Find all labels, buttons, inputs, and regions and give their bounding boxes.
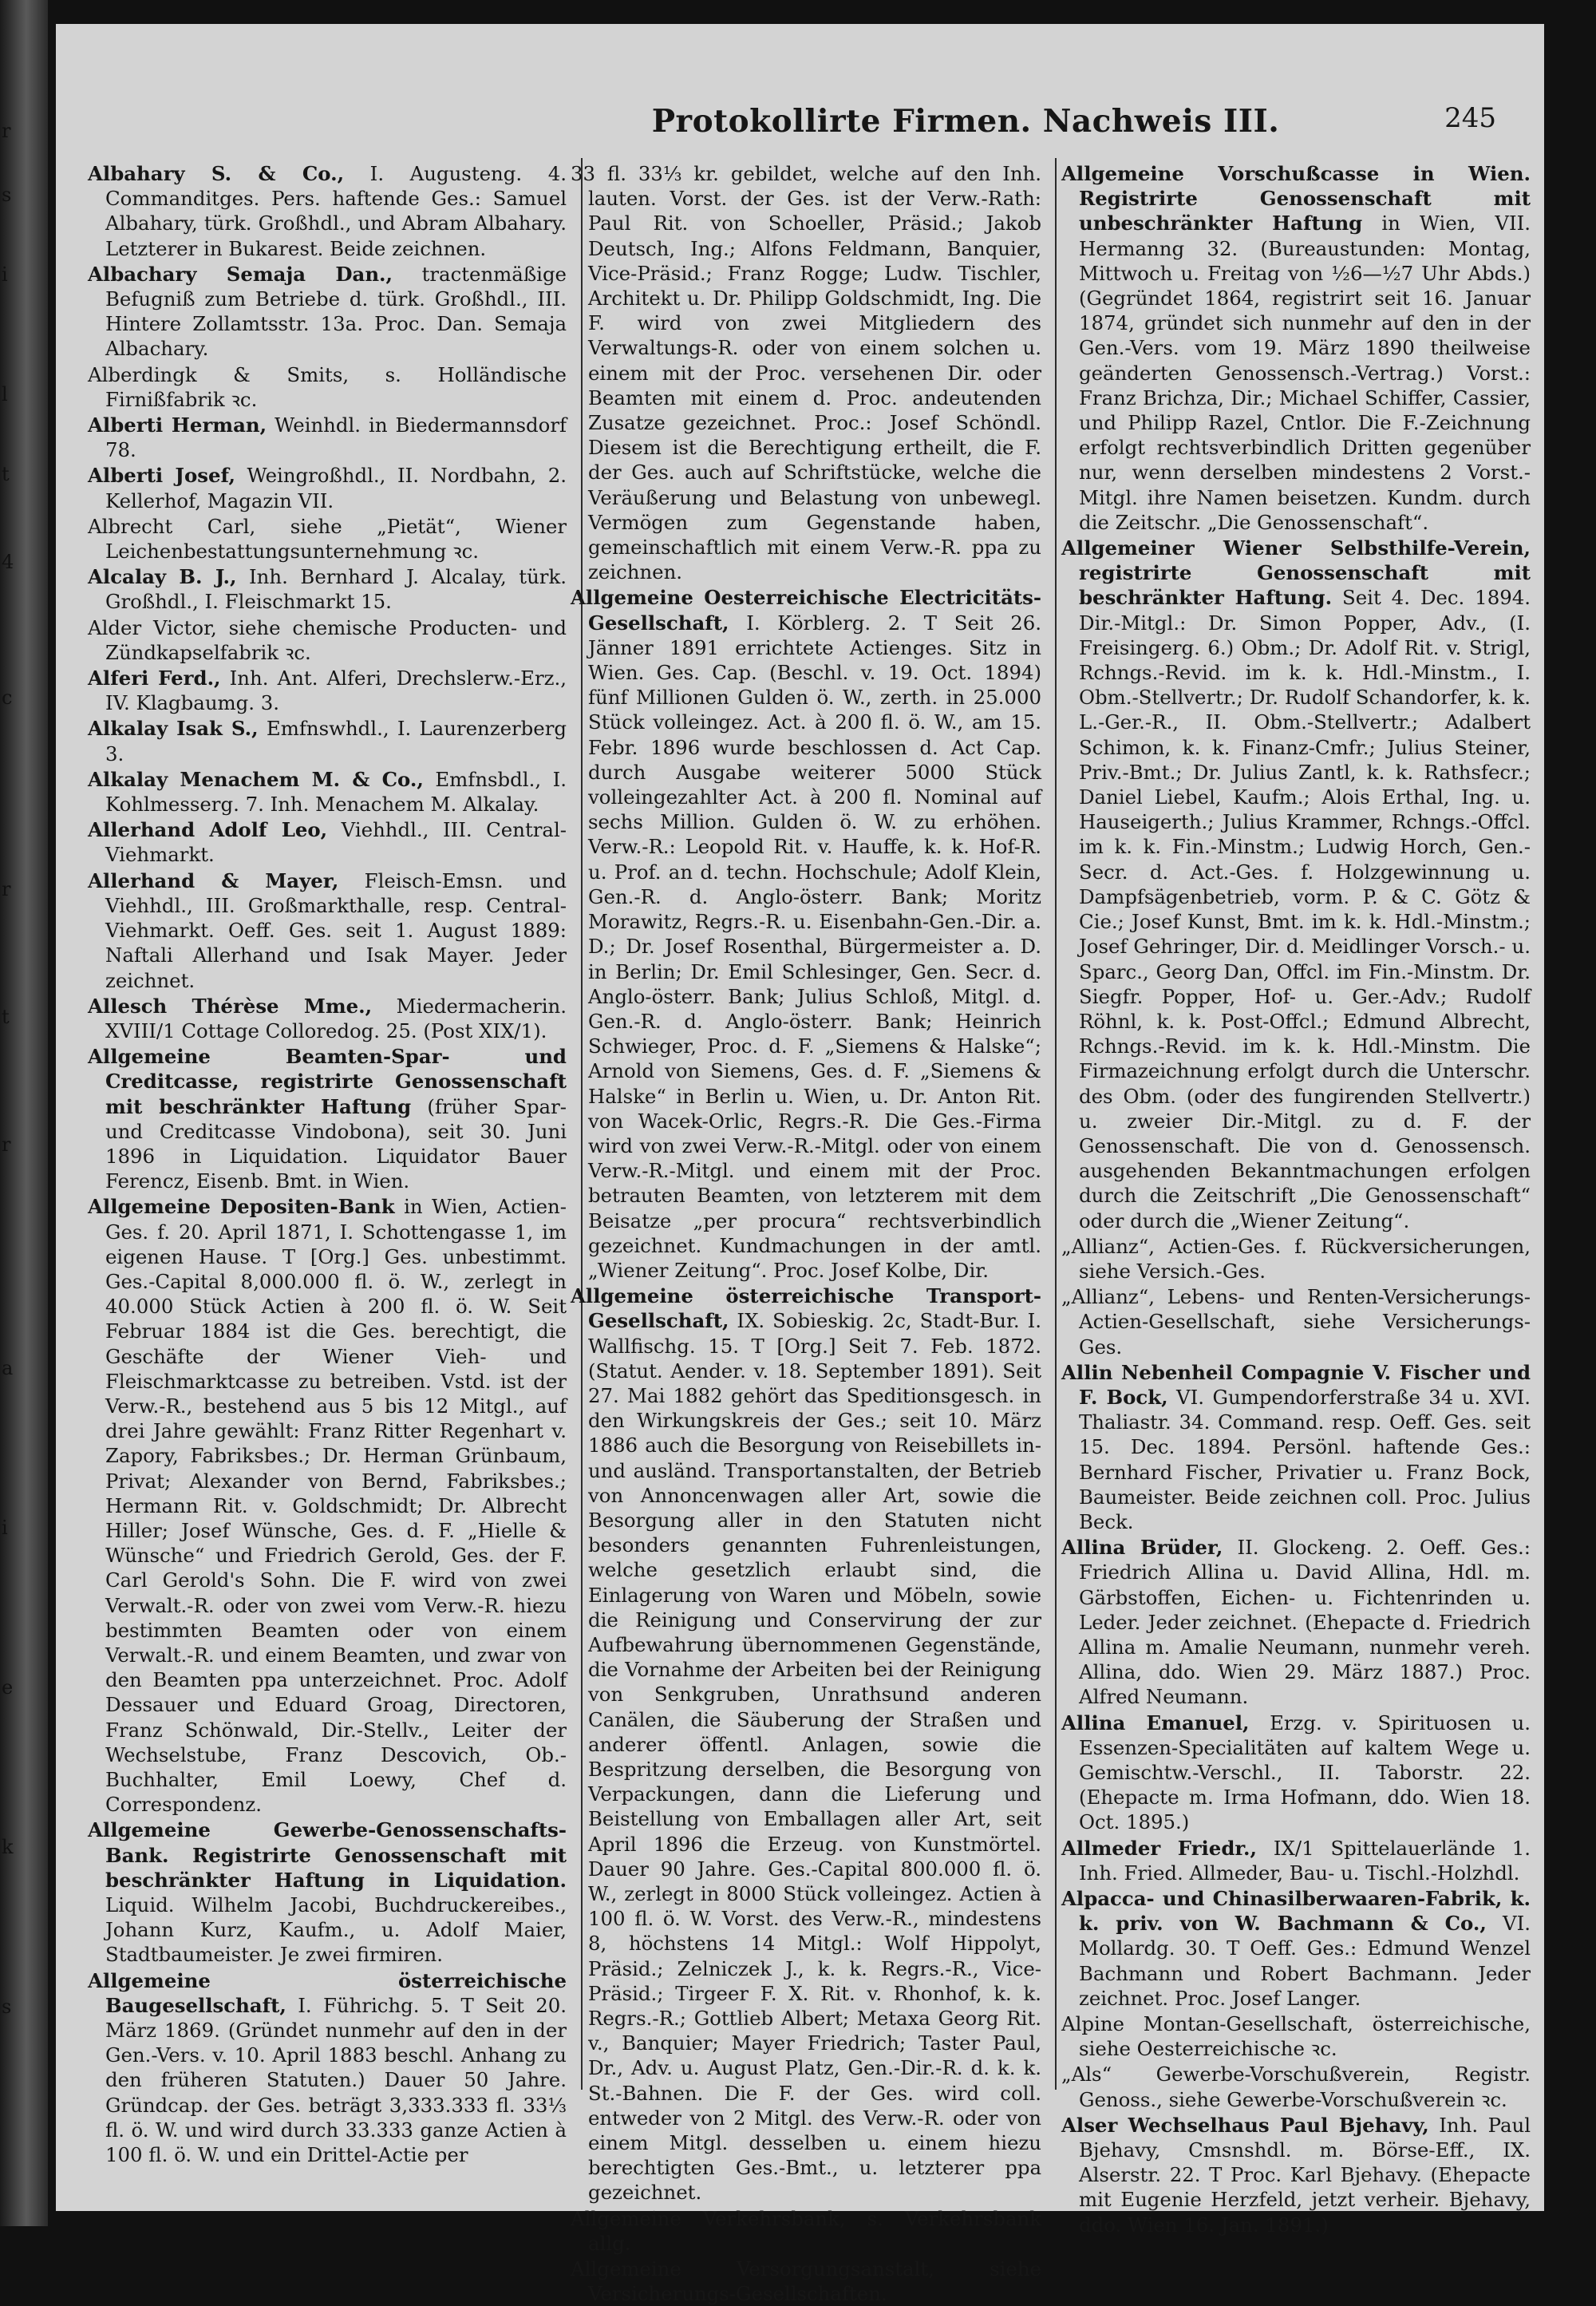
entry-details: Inh. Paul Bjehavy, Cmsnshdl. m. Börse-Eff., IX. Alserstr. 22. T Proc. Karl Bjehavy. (Ehepacte mit Eugenie Herzfeld, jetzt verheir. Bjehavy, ddo. Wien 16. Jan. 1891.) [1079,2113,1531,2237]
entry-details: Erzg. v. Spirituosen u. Essenzen-Specialitäten auf kaltem Wege u. Gemischtw.-Verschl., II. Taborstr. 22. (Ehepacte m. Irma Hofmann, ddo. Wien 18. Oct. 1895.) [1079,1711,1531,1834]
entry-details: Alpine Montan-Gesellschaft, österreichische, siehe Oesterreichische ꝛc. [1061,2012,1531,2061]
directory-entry [1061,1234,1531,1284]
entry-firm-name: Allin Nebenheil Compagnie V. Fischer und F. Bock, [1061,1360,1531,1409]
edge-fragment: e [2,1676,14,1699]
directory-entry [571,1284,1041,2205]
entry-details: „Allianz“, Actien-Ges. f. Rückversicherungen, siehe Versich.-Ges. [1061,1234,1531,1283]
directory-entry [88,666,567,715]
entry-details: Albrecht Carl, siehe „Pietät“, Wiener Leichenbestattungsunternehmung ꝛc. [88,514,567,564]
entry-firm-name: Alkalay Menachem M. & Co., [88,767,424,791]
entry-firm-name: Allina Brüder, [1061,1536,1223,1560]
entry-details: Weingroßhdl., II. Nordbahn, 2. Kellerhof, Magazin VII. [105,464,567,512]
entry-details: „Als“ Gewerbe-Vorschußverein, Registr. Genoss., siehe Gewerbe-Vorschußverein ꝛc. [1061,2063,1531,2111]
entry-firm-name: Alberti Herman, [88,413,267,437]
entry-details: I. Führichg. 5. T Seit 20. März 1869. (Gründet nunmehr auf den in der Gen.-Vers. v. 10. April 1883 beschl. Anhang zu den früheren Statuten.) Dauer 50 Jahre. Gründcap. der Ges. beträgt 3,333.333 fl. 33⅓ fl. ö. W. und wird durch 33.333 ganze Actien à 100 fl. ö. W. und ein Drittel-Actie per [105,1993,567,2167]
directory-entry [88,514,567,564]
entry-details: Fleisch-Emsn. und Viehhdl., III. Großmarkthalle, resp. Central-Viehmarkt. Oeff. Ges. seit 1. August 1889: Naftali Allerhand und Isak Mayer. Jeder zeichnet. [105,868,567,992]
entry-firm-name: Allmeder Friedr., [1061,1836,1257,1860]
entry-details: 33 fl. 33⅓ kr. gebildet, welche auf den Inh. lauten. Vorst. der Ges. ist der Verw.-Rath: Paul Rit. von Schoeller, Präsid.; Jakob Deutsch, Ing.; Alfons Feldmann, Banquier, Vice-Präsid.; Franz Rogge; Ludw. Tischler, Architekt u. Dr. Philipp Goldschmidt, Ing. Die F. wird von zwei Mitgliedern des Verwaltungs-R. oder von einem solchen u. einem mit der Proc. versehenen Dir. oder Beamten mit einem d. Proc. andeutenden Zusatze gezeichnet. Proc.: Josef Schöndl. Diesem ist die Berechtigung ertheilt, die F. der Ges. auch auf Schriftstücke, welche die Veräußerung und Belastung von unbewegl. Vermögen zum Gegenstande haben, gemeinschaftlich mit einem Verw.-R. ppa zu zeichnen. [571,162,1041,584]
entry-firm-name: Allgemeine österreichische Transport-Gesellschaft, [571,1284,1041,1333]
entry-details: in Wien, VII. Hermanng 32. (Bureaustunden: Montag, Mittwoch u. Freitag von ½6—½7 Uhr Abds.) (Gegründet 1864, registrirt seit 16. Januar 1874, gründet sich nunmehr auf den in der Gen.-Vers. vom 19. März 1890 theilweise geänderten Genossensch.-Vertrag.) Vorst.: Franz Brichza, Dir.; Michael Schiffer, Cassier, und Philipp Razel, Cntlor. Die F.-Zeichnung erfolgt rechtsverbindlich Dritten gegenüber nur, wenn derselben mindestens 2 Vorst.-Mitgl. ihre Namen beisetzen. Kundm. durch die Zeitschr. „Die Genossenschaft“. [1079,212,1531,534]
directory-entry [1061,2011,1531,2061]
entry-firm-name: Alser Wechselhaus Paul Bjehavy, [1061,2113,1429,2137]
entry-details: Liquid. Wilhelm Jacobi, Buchdruckereibes., Johann Kurz, Kaufm., u. Adolf Maier, Stadtbaumeister. Je zwei firmiren. [105,1893,567,1967]
edge-fragment: c [2,686,13,709]
directory-entry [88,817,567,867]
entry-firm-name: Alkalay Isak S., [88,717,259,741]
entry-details: Allgemeine Versorgungsanstalt, siehe Versicherungs-Gesellschaften. [571,2257,1041,2306]
entry-firm-name: Allerhand & Mayer, [88,868,339,892]
directory-entry [571,585,1041,1283]
edge-fragment: t [2,1006,10,1028]
entry-firm-name: Allgemeine österreichische Baugesellschaft, [88,1968,567,2017]
directory-entry [1061,1711,1531,1835]
entry-details: Seit 4. Dec. 1894. Dir.-Mitgl.: Dr. Simon Popper, Adv., (I. Freisingerg. 6.) Obm.; Dr. Adolf Rit. v. Strigl, Rchngs.-Revid. im k. k. Hdl.-Minstm., I. Obm.-Stellvertr.; Dr. Rudolf Schandorfer, k. k. L.-Ger.-R., II. Obm.-Stellvertr.; Adalbert Schimon, k. k. Finanz-Cmfr.; Julius Steiner, Priv.-Bmt.; Dr. Julius Zantl, k. k. Rathsfecr.; Daniel Liebel, Kaufm.; Alois Erthal, Ing. u. Hauseigerth.; Julius Krammer, Rchngs.-Offcl. im k. k. Fin.-Minstm.; Ludwig Horch, Gen.-Secr. d. Act.-Ges. f. Holzgewinnung u. Dampfsägenbetrieb, vorm. P. & C. Götz & Cie.; Josef Kunst, Bmt. im k. k. Hdl.-Minstm.; Josef Gehringer, Dir. d. Meidlinger Vorsch.- u. Sparc., Georg Dan, Offcl. im Fin.-Minstm. Dr. Siegfr. Popper, Hof- u. Ger.-Adv.; Rudolf Röhnl, k. k. Post-Offcl.; Edmund Albrecht, Rchngs.-Revid. im k. k. Hdl.-Minstm. Die Firmazeichnung erfolgt durch die Unterschr. des Obm. (oder des fungirenden Stellvertr.) u. zweier Dir.-Mitgl. zu d. F. der Genossenschaft. Die von d. Genossensch. ausgehenden Bekanntmachungen erfolgen durch die Zeitschrift „Die Genossenschaft“ oder durch die „Wiener Zeitung“. [1079,586,1531,1232]
entry-details: Weinhdl. in Biedermannsdorf 78. [105,413,567,462]
directory-entry [1061,1360,1531,1534]
adjacent-page-edge [0,0,48,2226]
directory-entry [88,564,567,614]
page-number: 245 [1444,102,1496,134]
entry-firm-name: Allgemeine Beamten-Spar- und Creditcasse, registrirte Genossenschaft mit beschränkter Haftung [88,1045,567,1118]
entry-firm-name: Allgemeine Vorschußcasse in Wien. Registrirte Genossenschaft mit unbeschränkter Haftung [1061,162,1531,235]
entry-details: IX/1 Spittelauerlände 1. Inh. Fried. Allmeder, Bau- u. Tischl.-Holzhdl. [1079,1836,1531,1885]
edge-fragment: k [2,1836,14,1858]
entry-details: Inh. Bernhard J. Alcalay, türk. Großhdl., I. Fleischmarkt 15. [105,565,567,614]
directory-entry [88,1968,567,2168]
entry-firm-name: Albachary Semaja Dan., [88,262,393,286]
directory-entry [88,413,567,462]
entry-details: Alder Victor, siehe chemische Producten- und Zündkapselfabrik ꝛc. [88,615,567,664]
edge-fragment: r [2,1133,11,1156]
directory-entry [1061,1886,1531,2011]
edge-fragment: t [2,463,10,485]
entry-firm-name: Allesch Thérèse Mme., [88,994,373,1018]
edge-fragment: l [2,383,8,405]
directory-entry [88,362,567,412]
entry-firm-name: Allgemeine Depositen-Bank [88,1195,395,1219]
directory-entry [88,161,567,261]
directory-entry [571,2257,1041,2306]
directory-entry [1061,161,1531,535]
directory-entry [1061,1284,1531,1359]
entry-details: I. Körblerg. 2. T Seit 26. Jänner 1891 errichtete Actienges. Sitz in Wien. Ges. Cap. (Beschl. v. 19. Oct. 1894) fünf Millionen Gulden ö. W., zerth. in 25.000 Stück volleingez. Act. à 200 fl. ö. W., am 15. Febr. 1896 wurde beschlossen d. Act Cap. durch Ausgabe weiterer 5000 Stück volleingezahlter Act. à 200 fl. Nominal auf sechs Million. Gulden ö. W. zu erhöhen. Verw.-R.: Leopold Rit. v. Hauffe, k. k. Hof-R. u. Prof. an d. techn. Hochschule; Adolf Klein, Gen.-R. d. Anglo-österr. Bank; Moritz Morawitz, Regrs.-R. u. Eisenbahn-Gen.-Dir. a. D.; Dr. Josef Rosenthal, Bürgermeister a. D. in Berlin; Dr. Emil Schlesinger, Gen. Secr. d. Anglo-österr. Bank; Julius Schloß, Mitgl. d. Gen.-R. d. Anglo-österr. Bank; Heinrich Schwieger, Proc. d. F. „Siemens & Halske“; Arnold von Siemens, Ges. d. F. „Siemens & Halske“ in Berlin u. Wien, u. Dr. Anton Rit. von Wacek-Orlic, Regrs.-R. Die Ges.-Firma wird von zwei Verw.-R.-Mitgl. oder von einem Verw.-R.-Mitgl. und einem mit der Proc. betrauten Beamten, von letzterem mit dem Beisatze „per procura“ rechtsverbindlich gezeichnet. Kundmachungen in der amtl. „Wiener Zeitung“. Proc. Josef Kolbe, Dir. [588,611,1041,1282]
entry-firm-name: Alberti Josef, [88,464,235,488]
directory-entry [1061,1535,1531,1709]
entry-details: in Wien, Actien-Ges. f. 20. April 1871, I. Schottengasse 1, im eigenen Hause. T [Org.] Ges. unbestimmt. Ges.-Capital 8,000.000 fl. ö. W., zerlegt in 40.000 Stück Actien à 200 fl. ö. W. Seit Februar 1884 ist die Ges. berechtigt, die Geschäfte der Wiener Vieh- und Fleischmarktcasse zu betreiben. Vstd. ist der Verw.-R., bestehend aus 5 bis 12 Mitgl., auf drei Jahre gewählt: Franz Ritter Regenhart v. Zapory, Fabriksbes.; Dr. Herman Grünbaum, Privat; Alexander von Bernd, Fabriksbes.; Hermann Rit. v. Goldschmidt; Dr. Albrecht Hiller; Josef Wünsche, Ges. d. F. „Hielle & Wünsche“ und Friedrich Gerold, Ges. der F. Carl Gerold's Sohn. Die F. wird von zwei Verwalt.-R. oder von zwei vom Verw.-R. hiezu bestimmten Beamten oder von einem Verwalt.-R. und einem Beamten, und zwar von den Beamten ppa unterzeichnet. Proc. Adolf Dessauer und Eduard Groag, Directoren, Franz Schönwald, Dir.-Stellv., Leiter der Wechselstube, Franz Descovich, Ob.-Buchhalter, Emil Loewy, Chef d. Correspondenz. [105,1195,567,1817]
directory-entry [88,463,567,512]
entry-firm-name: Allgemeine Gewerbe-Genossenschafts-Bank. Registrirte Genossenschaft mit beschränkter Haftung in Liquidation. [88,1818,567,1892]
directory-entry [88,767,567,817]
directory-entry [1061,2113,1531,2237]
running-head: Protokollirte Firmen. Nachweis III. [651,103,1280,140]
entry-firm-name: Alcalay B. J., [88,565,237,589]
entry-details: Alberdingk & Smits, s. Holländische Firnißfabrik ꝛc. [88,362,567,411]
directory-entry [571,161,1041,584]
edge-fragment: s [2,1996,12,2018]
edge-fragment: r [2,878,11,900]
entry-details: (früher Spar- und Creditcasse Vindobona), seit 30. Juni 1896 in Liquidation. Liquidator Bauer Ferencz, Eisenb. Bmt. in Wien. [105,1094,567,1193]
entry-details: Viehhdl., III. Central-Viehmarkt. [105,818,567,867]
directory-entry [88,1044,567,1193]
directory-entry [88,1818,567,1967]
edge-fragment: i [2,263,8,286]
entry-details: II. Glockeng. 2. Oeff. Ges.: Friedrich Allina u. David Allina, Hdl. m. Gärbstoffen, Eichen- u. Fichtenrinden u. Leder. Jeder zeichnet. (Ehepacte d. Friedrich Allina m. Amalie Neumann, nunmehr vereh. Allina, ddo. Wien 29. März 1887.) Proc. Alfred Neumann. [1079,1536,1531,1709]
entry-details: VI. Mollardg. 30. T Oeff. Ges.: Edmund Wenzel Bachmann und Robert Bachmann. Jeder zeichnet. Proc. Josef Langer. [1079,1912,1531,2010]
directory-entry [88,262,567,362]
column-3 [1061,161,1531,2237]
edge-fragment: i [2,1517,8,1539]
edge-fragment: s [2,184,12,206]
directory-entry [88,1194,567,1817]
entry-firm-name: Allgemeine Oesterreichische Electricitäts-Gesellschaft, [571,586,1041,635]
directory-entry [1061,2062,1531,2111]
directory-entry [1061,1836,1531,1885]
entry-details: IX. Sobieskig. 2c, Stadt-Bur. I. Wallfischg. 15. T [Org.] Seit 7. Feb. 1872. (Statut. Aender. v. 18. September 1891). Seit 27. Mai 1882 gehört das Speditionsgesch. in den Wirkungskreis der Ges.; seit 10. März 1886 auch die Besorgung von Reisebillets in- und ausländ. Transportanstalten, der Betrieb von Annoncenwagen aller Art, sowie die Besorgung aller in den Statuten nicht besonders genannten Fuhrenleistungen, welche gesetzlich erlaubt sind, die Einlagerung von Waren und Möbeln, sowie die Reinigung und Conservirung der zur Aufbewahrung übernommenen Gegenstände, die Vornahme der Arbeiten bei der Reinigung von Senkgruben, Unrathsund anderen Canälen, die Säuberung der Straßen und anderer öffentl. Anlagen, sowie die Bespritzung derselben, die Besorgung von Verpackungen, dann die Lieferung und Beistellung von Emballagen aller Art, seit April 1896 die Erzeug. von Kunstmörtel. Dauer 90 Jahre. Ges.-Capital 800.000 fl. ö. W., zerlegt in 8000 Stück volleingez. Actien à 100 fl. ö. W. Vorst. des Verw.-R., mindestens 8, höchstens 14 Mitgl.: Wolf Hippolyt, Präsid.; Zelniczek J., k. k. Regrs.-R., Vice-Präsid.; Tirgeer F. X. Rit. v. Rhonhof, k. k. Regrs.-R.; Gottlieb Albert; Metaxa Georg Rit. v., Banquier; Mayer Friedrich; Taster Paul, Dr., Adv. u. August Platz, Gen.-Dir.-R. d. k. k. St.-Bahnen. Die F. der Ges. wird coll. entweder von 2 Mitgl. des Verw.-R. oder von einem Mitgl. desselben u. einem hiezu berechtigten Ges.-Bmt., u. letzterer ppa gezeichnet. [588,1309,1041,2205]
entry-firm-name: Albahary S. & Co., [88,162,345,185]
entry-firm-name: Alferi Ferd., [88,666,221,690]
entry-details: tractenmäßige Befugniß zum Betriebe d. türk. Großhdl., III. Hintere Zollamtsstr. 13a. Proc. Dan. Semaja Albachary. [105,262,567,361]
directory-entry [571,2206,1041,2256]
directory-entry [88,615,567,665]
entry-firm-name: Allerhand Adolf Leo, [88,818,328,842]
entry-firm-name: Allina Emanuel, [1061,1711,1250,1734]
entry-details: Allgemeine Verkehrsbank, s. Verkehrsbank allg. [571,2206,1041,2255]
edge-fragment: r [2,120,11,142]
entry-firm-name: Allgemeiner Wiener Selbsthilfe-Verein, registrirte Genossenschaft mit beschränkter Haftung. [1061,536,1531,610]
edge-fragment: 4 [2,551,14,573]
entry-details: „Allianz“, Lebens- und Renten-Versicherungs-Actien-Gesellschaft, siehe Versicherungs-Ges. [1061,1285,1531,1359]
directory-entry [1061,536,1531,1233]
entry-details: Emfnsbdl., I. Kohlmesserg. 7. Inh. Menachem M. Alkalay. [105,767,567,817]
directory-entry [88,868,567,993]
edge-fragment: a [2,1357,14,1379]
entry-details: Emfnswhdl., I. Laurenzerberg 3. [105,717,567,765]
entry-details: VI. Gumpendorferstraße 34 u. XVI. Thaliastr. 34. Command. resp. Oeff. Ges. seit 15. Dec. 1894. Persönl. haftende Ges.: Bernhard Fischer, Privatier u. Franz Bock, Baumeister. Beide zeichnen coll. Proc. Julius Beck. [1079,1385,1531,1533]
column-2 [571,161,1041,2306]
directory-entry [88,716,567,765]
directory-entry [88,994,567,1043]
entry-details: Miedermacherin. XVIII/1 Cottage Colloredog. 25. (Post XIX/1). [105,994,567,1042]
column-1 [88,161,567,2167]
entry-details: I. Augusteng. 4. Commanditges. Pers. haftende Ges.: Samuel Albahary, türk. Großhdl., und Abram Albahary. Letzterer in Bukarest. Beide zeichnen. [105,162,567,260]
entry-details: Inh. Ant. Alferi, Drechslerw.-Erz., IV. Klagbaumg. 3. [105,666,567,715]
column-rule [1055,158,1057,2090]
entry-firm-name: Alpacca- und Chinasilberwaaren-Fabrik, k. k. priv. von W. Bachmann & Co., [1061,1887,1531,1936]
page [56,24,1544,2306]
